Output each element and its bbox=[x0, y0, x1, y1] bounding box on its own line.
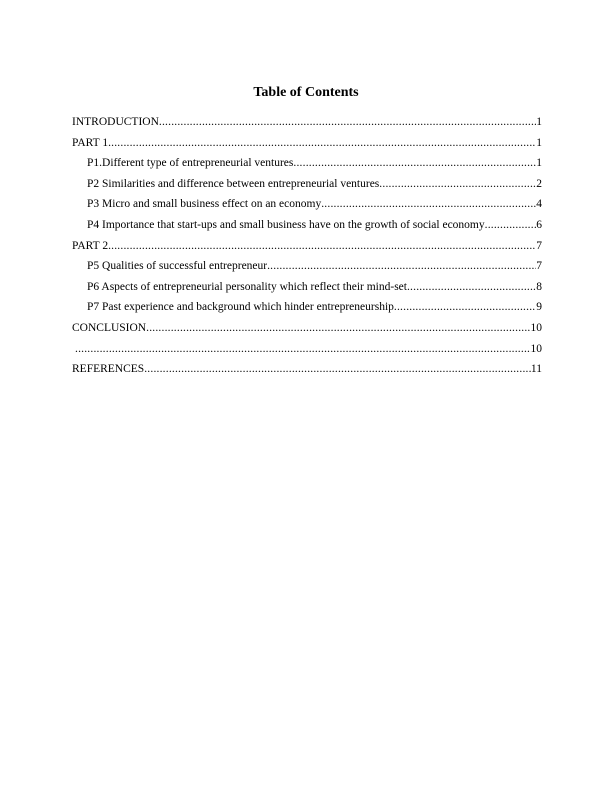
toc-entry-label: P1.Different type of entrepreneurial ventures bbox=[87, 157, 294, 170]
toc-entry-label: PART 2 bbox=[72, 239, 109, 252]
toc-dot-leader bbox=[108, 236, 536, 257]
toc-entry-label: P6 Aspects of entrepreneurial personality which reflect their mind-set bbox=[87, 280, 407, 293]
toc-entry-page-number: 7 bbox=[536, 239, 542, 252]
toc-entry-introduction[interactable] bbox=[72, 112, 542, 133]
toc-entry-page-number: 4 bbox=[536, 198, 542, 211]
toc-entry-page-number: 7 bbox=[536, 260, 542, 273]
toc-entry-label: PART 1 bbox=[72, 136, 109, 149]
toc-entry-label: P3 Micro and small business effect on an economy bbox=[87, 198, 322, 211]
toc-list bbox=[72, 112, 542, 380]
toc-entry-p5[interactable] bbox=[72, 256, 542, 277]
toc-entry-page-number: 6 bbox=[536, 218, 542, 231]
toc-entry-page-number: 2 bbox=[536, 177, 542, 190]
toc-entry-label: P2 Similarities and difference between entrepreneurial ventures bbox=[87, 177, 380, 190]
toc-entry-part-1[interactable] bbox=[72, 133, 542, 154]
toc-entry-label: P5 Qualities of successful entrepreneur bbox=[87, 260, 268, 273]
toc-entry-references[interactable] bbox=[72, 359, 542, 380]
toc-dot-leader bbox=[146, 318, 530, 339]
toc-dot-leader bbox=[485, 215, 537, 236]
toc-entry-p7[interactable] bbox=[72, 297, 542, 318]
toc-dot-leader bbox=[407, 277, 536, 298]
toc-entry-label: P4 Importance that start-ups and small business have on the growth of social economy bbox=[87, 218, 485, 231]
toc-entry-label: REFERENCES bbox=[72, 363, 145, 376]
toc-entry-part-2[interactable] bbox=[72, 236, 542, 257]
toc-entry-page-number: 9 bbox=[536, 301, 542, 314]
toc-entry-conclusion[interactable] bbox=[72, 318, 542, 339]
toc-entry-page-number: 1 bbox=[536, 136, 542, 149]
toc-entry-page-number: 1 bbox=[536, 116, 542, 128]
toc-dot-leader bbox=[159, 112, 536, 133]
toc-entry-p4[interactable] bbox=[72, 215, 542, 236]
toc-entry-label: CONCLUSION bbox=[72, 321, 147, 334]
toc-entry-page-number: 10 bbox=[530, 321, 542, 334]
toc-dot-leader bbox=[267, 256, 536, 277]
toc-entry-page-number: 10 bbox=[530, 342, 542, 355]
toc-entry-unlabeled[interactable] bbox=[72, 339, 542, 360]
toc-entry-label: P7 Past experience and background which hinder entrepreneurship bbox=[87, 301, 394, 314]
toc-entry-p3[interactable] bbox=[72, 194, 542, 215]
toc-entry-page-number: 8 bbox=[536, 280, 542, 293]
toc-dot-leader bbox=[394, 297, 536, 318]
toc-dot-leader bbox=[321, 194, 536, 215]
toc-dot-leader bbox=[379, 174, 536, 195]
toc-entry-p1[interactable] bbox=[72, 153, 542, 174]
toc-entry-page-number: 11 bbox=[530, 363, 542, 376]
toc-dot-leader bbox=[144, 359, 531, 380]
toc-title: Table of Contents bbox=[253, 85, 359, 100]
toc-entry-p6[interactable] bbox=[72, 277, 542, 298]
toc-dot-leader bbox=[75, 339, 531, 360]
toc-entry-page-number: 1 bbox=[536, 157, 542, 170]
toc-entry-label: INTRODUCTION bbox=[72, 116, 159, 128]
toc-dot-leader bbox=[108, 133, 536, 154]
toc-dot-leader bbox=[293, 153, 536, 174]
toc-entry-p2[interactable] bbox=[72, 174, 542, 195]
